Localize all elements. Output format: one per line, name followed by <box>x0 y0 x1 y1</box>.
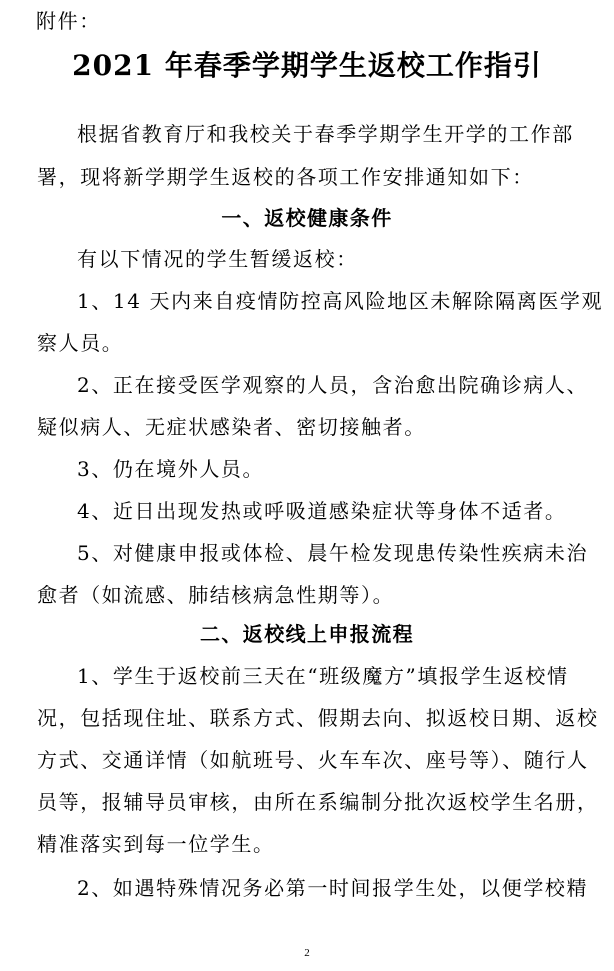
process-2-line-1: 2、如遇特殊情况务必第一时间报学生处，以便学校精 <box>77 876 589 900</box>
section-1-lead: 有以下情况的学生暂缓返校： <box>77 247 358 271</box>
intro-line-2: 署，现将新学期学生返校的各项工作安排通知如下： <box>37 165 534 189</box>
section-1-heading: 一、返校健康条件 <box>221 206 393 230</box>
intro-line-1: 根据省教育厅和我校关于春季学期学生开学的工作部 <box>77 122 574 146</box>
process-1-line-4: 员等，报辅导员审核，由所在系编制分批次返校学生名册， <box>37 790 599 814</box>
condition-1-line-2: 察人员。 <box>37 331 124 355</box>
process-1-line-3: 方式、交通详情（如航班号、火车车次、座号等）、随行人 <box>37 748 589 772</box>
condition-3: 3、仍在境外人员。 <box>77 457 265 481</box>
document-title: 2021 年春季学期学生返校工作指引 <box>72 49 542 82</box>
process-1-line-5: 精准落实到每一位学生。 <box>37 832 275 856</box>
process-1-line-1: 1、学生于返校前三天在“班级魔方”填报学生返校情 <box>77 664 569 688</box>
attachment-label: 附件： <box>36 9 101 33</box>
condition-2-line-1: 2、正在接受医学观察的人员，含治愈出院确诊病人、 <box>77 373 589 397</box>
section-2-heading: 二、返校线上申报流程 <box>200 622 414 646</box>
process-1-line-2: 况，包括现住址、联系方式、假期去向、拟返校日期、返校 <box>37 706 599 730</box>
condition-5-line-1: 5、对健康申报或体检、晨午检发现患传染性疾病未治 <box>77 541 589 565</box>
condition-1-line-1: 1、14 天内来自疫情防控高风险地区未解除隔离医学观 <box>77 289 604 313</box>
condition-4: 4、近日出现发热或呼吸道感染症状等身体不适者。 <box>77 499 567 523</box>
page-number: 2 <box>304 947 310 959</box>
condition-5-line-2: 愈者（如流感、肺结核病急性期等）。 <box>37 583 395 607</box>
condition-2-line-2: 疑似病人、无症状感染者、密切接触者。 <box>37 415 426 439</box>
